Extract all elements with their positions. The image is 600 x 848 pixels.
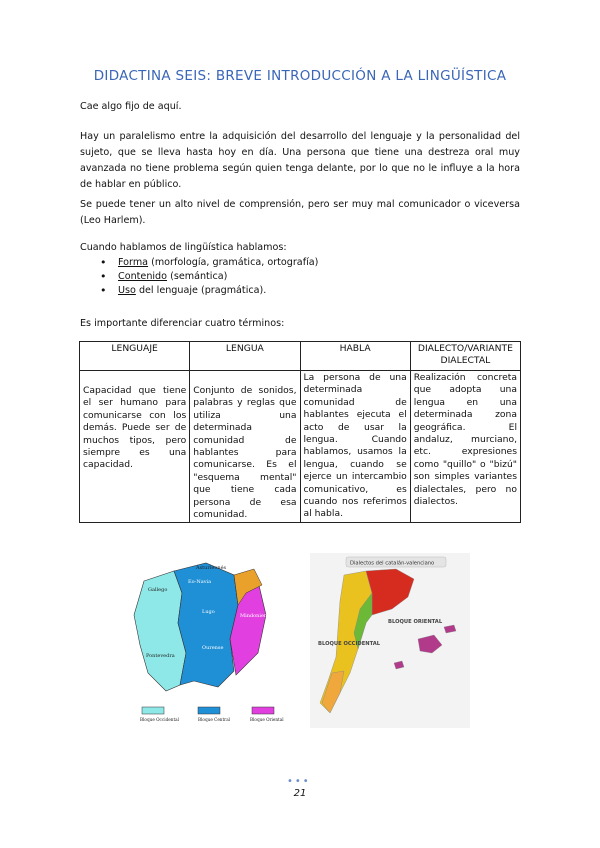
paragraph-linguistics: Cuando hablamos de lingüística hablamos: [80,242,287,253]
footer-dots: ••• [287,776,311,787]
page-title: DIDACTINA SEIS: BREVE INTRODUCCIÓN A LA LINGÜÍSTICA [93,68,507,84]
legend-swatch-oriental [252,707,274,714]
legend-label: Bloque Occidental [140,717,179,722]
catalan-dialect-map [310,553,470,728]
paragraph-parallelism: Hay un paralelismo entre la adquisición del desarrollo del lenguaje y la personalidad del sujeto, que se lleva hasta hoy en día. Una persona que tiene una destreza oral muy avanzada no tiene problema según quien tenga delante, por lo que no le influye a la hora de hablar en público. [80,131,520,190]
legend-swatch-central [198,707,220,714]
list-text: (semántica) [167,271,228,282]
legend-label: Bloque Central [198,717,231,722]
table-cell-lenguaje: Capacidad que tiene el ser humano para comunicarse con los demás. Puede ser de muchos tipos, pero siempre es una capacidad. [80,371,190,523]
list-item [100,284,318,298]
list-item [100,270,318,284]
paragraph-comprehension: Se puede tener un alto nivel de comprensión, pero ser muy mal comunicador o viceversa (Leo Harlem). [80,199,520,226]
map-label-occidental: BLOQUE OCCIDENTAL [318,641,381,647]
map-label: Mindoniense [240,613,273,619]
terms-table [79,341,521,523]
list-text: del lenguaje (pragmática). [135,285,267,296]
linguistics-list [100,256,318,298]
table-header: DIALECTO/VARIANTE DIALECTAL [410,342,520,371]
map-label-oriental: BLOQUE ORIENTAL [388,619,443,625]
table-row [80,371,521,523]
map-label: Pontevedra [146,653,175,659]
map-label: Asturleonés [196,565,227,571]
paragraph-intro: Cae algo fijo de aquí. [80,101,182,112]
table-cell-lengua: Conjunto de sonidos, palabras y reglas que utiliza una determinada comunidad de hablantes para comunicarse. Es el "esquema mental" que tiene cada persona de esa comunidad. [190,371,300,523]
map-label: Lugo [202,609,215,615]
table-header: LENGUA [190,342,300,371]
page-number: 21 [293,788,307,799]
list-term: Contenido [118,271,168,282]
table-header: HABLA [300,342,410,371]
list-term: Forma [118,257,149,268]
list-item [100,256,318,270]
map-header: Dialectos del catalán-valenciano [350,560,435,567]
table-cell-habla: La persona de una determinada comunidad de hablantes ejecuta el acto de usar la lengua. Cuando hablamos, usamos la lengua, cuando se ejerce un intercambio comunicativo, es cuando nos referimos al habla. [300,371,410,523]
legend-label: Bloque Oriental [250,717,284,722]
map-label: Eo-Navia [188,579,212,585]
table-header: LENGUAJE [80,342,190,371]
list-term: Uso [118,285,136,296]
list-text: (morfología, gramática, ortografía) [148,257,319,268]
table-header-row [80,342,521,371]
galician-dialect-map [126,553,296,728]
legend-swatch-occidental [142,707,164,714]
map-label: Ourense [202,645,224,651]
paragraph-four-terms: Es importante diferenciar cuatro términos: [80,318,285,329]
table-cell-dialecto: Realización concreta que adopta una lengua en una determinada zona geográfica. El andaluz, murciano, etc. expresiones como "quillo" o "bizú" son simples variantes dialectales, pero no dialectos. [410,371,520,523]
map-label: Gallego [148,587,168,593]
